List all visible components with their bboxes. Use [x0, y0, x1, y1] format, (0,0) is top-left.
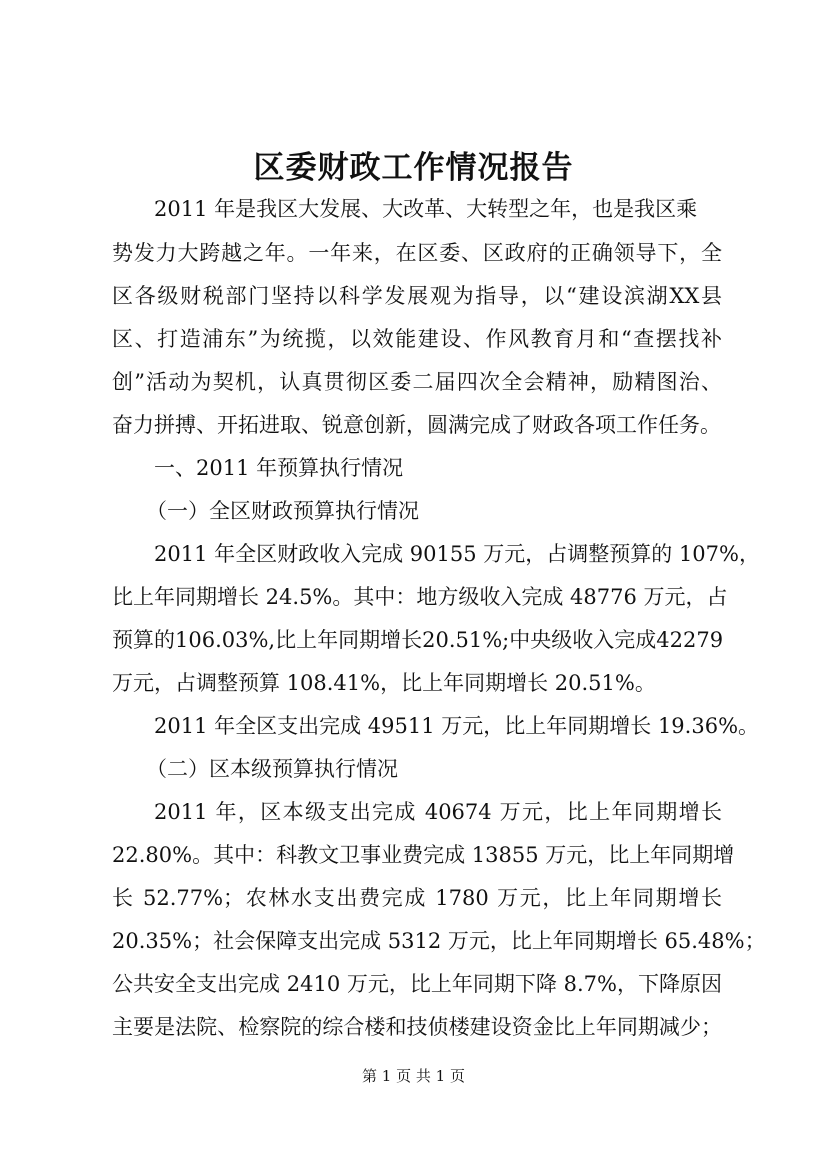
subsection-heading: （一）全区财政预算执行情况 — [146, 499, 419, 523]
body-line: 势发力大跨越之年。一年来，在区委、区政府的正确领导下，全 — [112, 241, 722, 265]
section-heading: 一、2011 年预算执行情况 — [154, 456, 404, 480]
body-line: 比上年同期增长 24.5%。其中：地方级收入完成 48776 万元，占 — [112, 585, 728, 609]
page-number: 第 1 页 共 1 页 — [362, 1067, 465, 1085]
body-line: 区、打造浦东”为统揽，以效能建设、作风教育月和“查摆找补 — [112, 327, 722, 351]
body-line: 创”活动为契机，认真贯彻区委二届四次全会精神，励精图治、 — [112, 370, 722, 394]
body-line: 2011 年全区支出完成 49511 万元，比上年同期增长 19.36%。 — [154, 714, 760, 738]
body-line: 20.35%；社会保障支出完成 5312 万元，比上年同期增长 65.48%； — [112, 929, 766, 953]
subsection-heading: （二）区本级预算执行情况 — [146, 757, 398, 781]
body-line: 主要是法院、检察院的综合楼和技侦楼建设资金比上年同期减少； — [112, 1015, 722, 1039]
body-line: 2011 年全区财政收入完成 90155 万元，占调整预算的 107%， — [154, 542, 760, 566]
body-line: 22.80%。其中：科教文卫事业费完成 13855 万元，比上年同期增 — [112, 843, 735, 867]
body-line: 公共安全支出完成 2410 万元，比上年同期下降 8.7%，下降原因 — [112, 972, 722, 996]
body-line: 长 52.77%；农林水支出费完成 1780 万元，比上年同期增长 — [112, 886, 722, 910]
body-line: 预算的106.03%,比上年同期增长20.51%;中央级收入完成42279 — [112, 628, 724, 652]
body-line: 万元，占调整预算 108.41%，比上年同期增长 20.51%。 — [112, 671, 656, 695]
body-line: 2011 年是我区大发展、大改革、大转型之年，也是我区乘 — [154, 197, 698, 221]
document-title: 区委财政工作情况报告 — [253, 150, 574, 186]
body-line: 奋力拼搏、开拓进取、锐意创新，圆满完成了财政各项工作任务。 — [112, 413, 721, 437]
body-line: 区各级财税部门坚持以科学发展观为指导，以“建设滨湖XX县 — [112, 284, 722, 308]
body-line: 2011 年，区本级支出完成 40674 万元，比上年同期增长 — [154, 800, 722, 824]
